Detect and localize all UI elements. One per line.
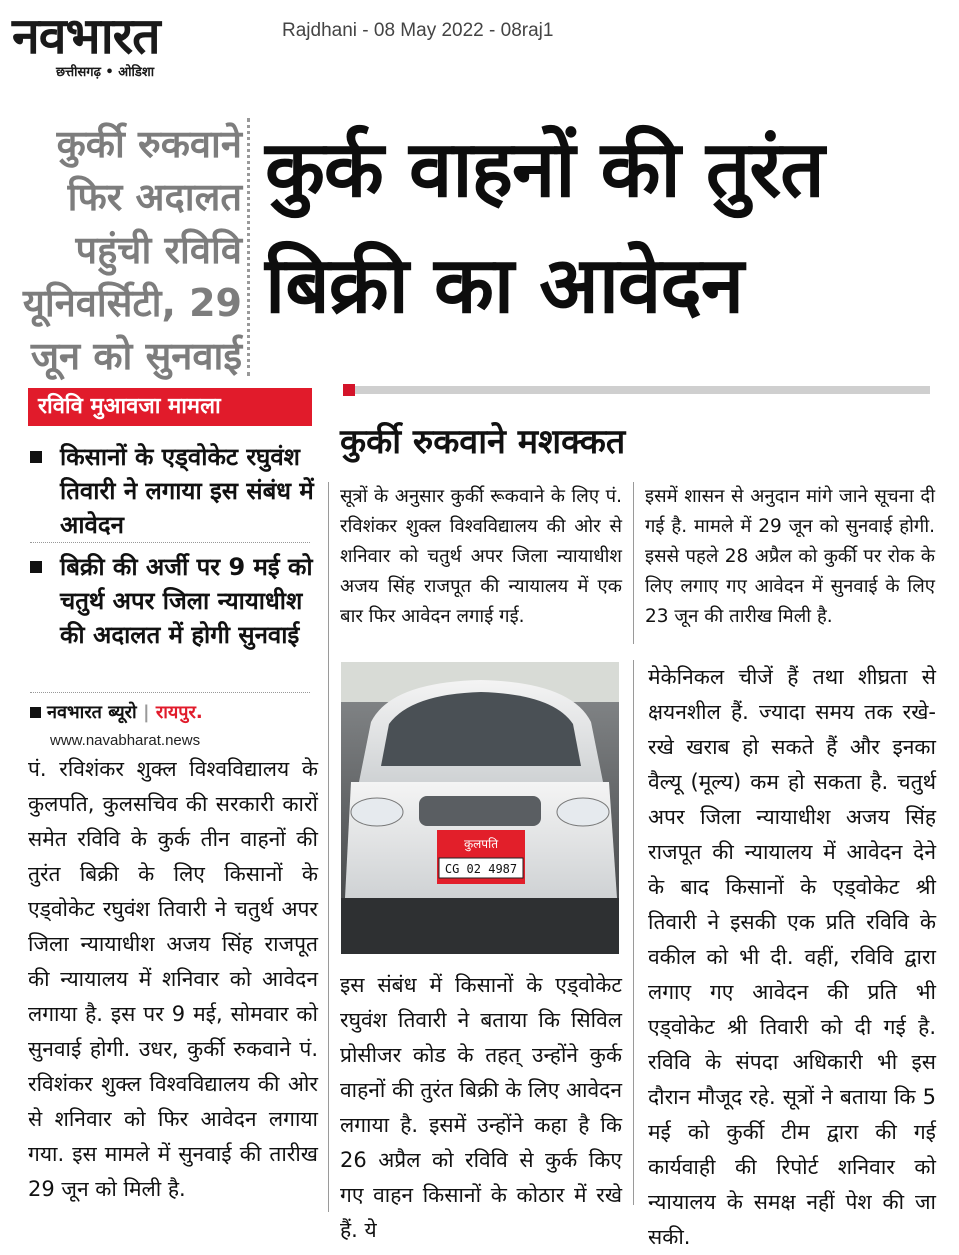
column-2-intro: सूत्रों के अनुसार कुर्की रूकवाने के लिए पं. रविशंकर शुक्ल विश्वविद्यालय की ओर से शनिवार को चतुर्थ अपर जिला न्यायाधीश अजय सिंह राजपूत की न्यायालय में एक बार फिर आवेदन लगाई गई.	[340, 486, 622, 627]
column-1-text: पं. रविशंकर शुक्ल विश्वविद्यालय के कुलपति, कुलसचिव की सरकारी कारों समेत रविवि के कुर्क तीन वाहनों की तुरंत बिक्री के लिए किसानों के एड्वोकेट रघुवंश तिवारी ने चतुर्थ अपर जिला न्यायाधीश अजय सिंह राजपूत की न्यायालय में शनिवार को आवेदन लगाया है. इस पर 9 मई, सोमवार को सुनवाई होगी. उधर, कुर्की रुकवाने पं. रविशंकर शुक्ल विश्वविद्यालय की ओर से शनिवार को फिर आवेदन लगाया गया. इस मामले में सुनवाई की तारीख 29 जून को मिली है.	[28, 757, 318, 1201]
section-rule-accent	[343, 384, 355, 396]
kicker-divider	[247, 118, 250, 376]
dateline: Rajdhani - 08 May 2022 - 08raj1	[282, 20, 554, 41]
headline-line: बिक्री का आवेदन	[265, 241, 744, 331]
byline: नवभारत ब्यूरो | रायपुर.	[30, 700, 203, 724]
kicker-line: पहुंची रविवि	[75, 228, 242, 272]
byline-city: रायपुर.	[155, 702, 203, 723]
car-headlight-left	[351, 798, 403, 826]
column-3-intro: इसमें शासन से अनुदान मांगे जाने सूचना दी गई है. मामले में 29 जून को सुनवाई होगी. इससे पहले 28 अप्रैल को कुर्की पर रोक के लिए लगाए गए आवेदन में सुनवाई के लिए 23 जून की तारीख मिली है.	[645, 486, 935, 627]
column-divider	[633, 660, 634, 1205]
bullet-square-icon	[30, 451, 42, 463]
bullet-square-icon	[30, 707, 41, 718]
subhead: कुर्की रुकवाने मशक्कत	[340, 422, 626, 462]
divider	[30, 542, 310, 543]
kicker-line: फिर अदालत	[67, 175, 242, 219]
masthead-logo: नवभारत	[12, 7, 160, 65]
car-photo	[341, 662, 619, 954]
car-grille	[419, 796, 541, 826]
kicker-line: जून को सुनवाई	[30, 334, 242, 378]
column-3-text: मेकेनिकल चीजें हैं तथा शीघ्रता से क्षयनशील हैं. ज्यादा समय तक रखे-रखे खराब हो सकते हैं और इनका वैल्यू (मूल्य) कम हो सकता है. चतुर्थ अपर जिला न्यायाधीश अजय सिंह राजपूत की न्यायालय में आवेदन देने के बाद किसानों के एड्वोकेट श्री तिवारी ने इसकी एक प्रति रविवि के वकील को भी दी. वहीं, रविवि द्वारा लगाए गए आवेदन की प्रति भी एड्वोकेट श्री तिवारी को दी गई है. रविवि के संपदा अधिकारी भी इस दौरान मौजूद रहे. सूत्रों ने बताया कि 5 मई को कुर्की टीम द्वारा की गई कार्यवाही की रिपोर्ट शनिवार को न्यायालय के समक्ष नहीं पेश की जा सकी.	[648, 665, 936, 1249]
highlight-text: किसानों के एड्वोकेट रघुवंश तिवारी ने लगाया इस संबंध में आवेदन	[60, 443, 314, 539]
headline-line: कुर्क वाहनों की तुरंत	[265, 125, 824, 215]
column-divider	[633, 482, 634, 644]
highlight-text: बिक्री की अर्जी पर 9 मई को चतुर्थ अपर जिला न्यायाधीश की अदालत में होगी सुनवाई	[60, 553, 313, 649]
byline-bureau: नवभारत ब्यूरो	[47, 702, 137, 723]
masthead-edition: छत्तीसगढ़ • ओडिशा	[56, 65, 155, 80]
plate-number: CG 02 4987	[444, 862, 518, 876]
highlight-item	[30, 550, 320, 690]
kicker	[20, 118, 242, 383]
masthead	[12, 8, 260, 88]
headline	[265, 112, 945, 344]
column-2-text: इस संबंध में किसानों के एड्वोकेट रघुवंश तिवारी ने बताया कि सिविल प्रोसीजर कोड के तहत् उन्होंने कुर्क वाहनों की तुरंत बिक्री के लिए आवेदन लगाया है. इसमें उन्होंने कहा है कि 26 अप्रैल को रविवि से कुर्क किए गए वाहन किसानों के कोठार में रखे हैं. ये	[340, 973, 622, 1242]
case-label: रविवि मुआवजा मामला	[38, 394, 221, 419]
bullet-square-icon	[30, 561, 42, 573]
highlight-item	[30, 440, 320, 540]
kicker-line: कुर्की रुकवाने	[56, 122, 242, 166]
plate-label: कुलपति	[463, 837, 499, 851]
website: www.navabharat.news	[50, 732, 201, 749]
kicker-line: यूनिवर्सिटी, 29	[22, 281, 242, 325]
photo-ground	[341, 898, 619, 954]
car-headlight-right	[557, 798, 609, 826]
section-rule	[343, 386, 930, 394]
column-divider	[328, 482, 329, 1212]
divider	[30, 692, 310, 693]
